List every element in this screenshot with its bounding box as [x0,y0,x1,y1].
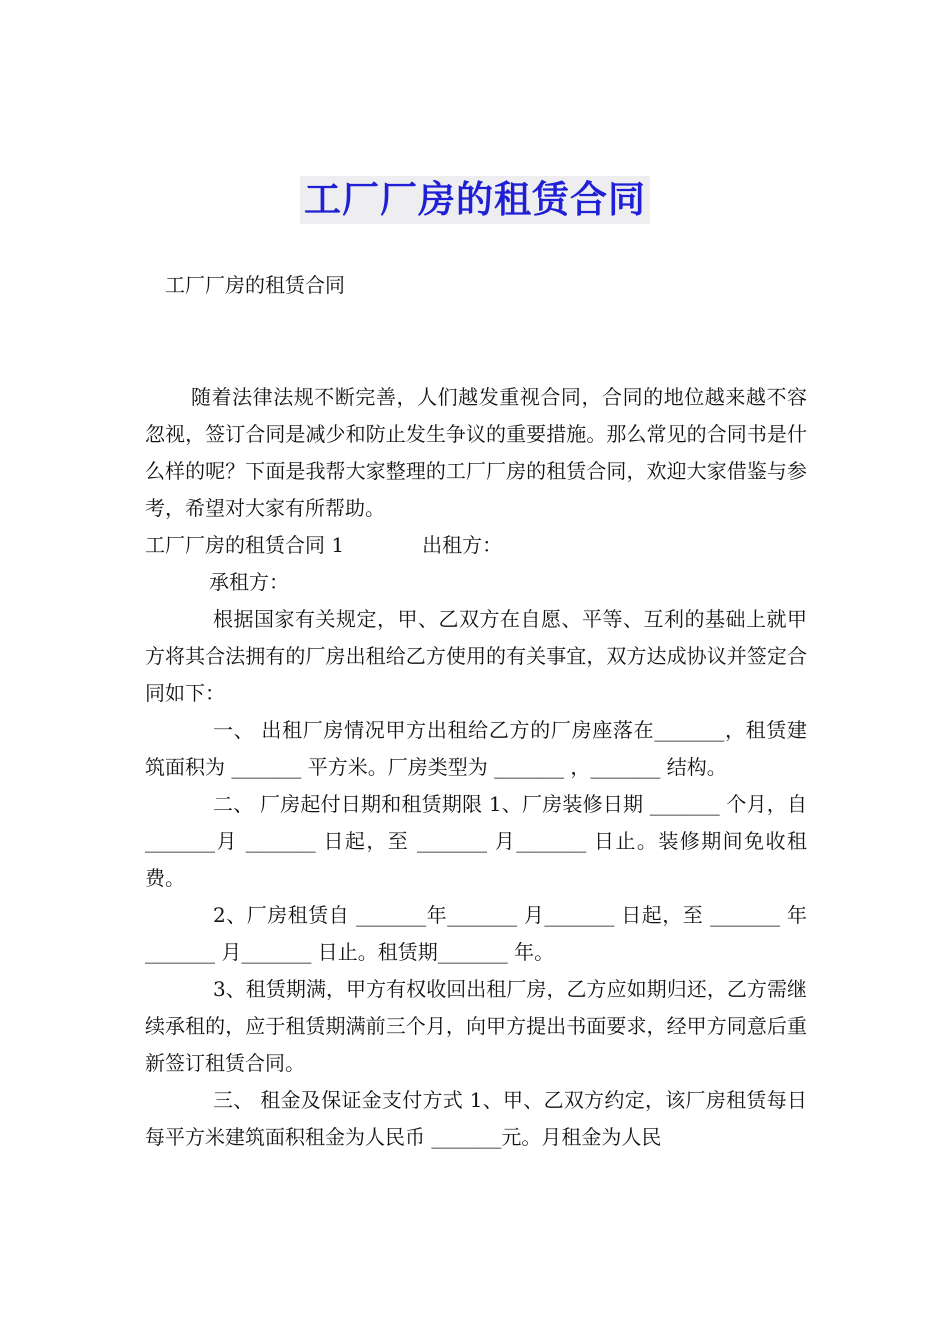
lessee-label: 承租方： [209,570,289,594]
intro-paragraph: 随着法律法规不断完善，人们越发重视合同，合同的地位越来越不容忽视，签订合同是减少和防止发生争议的重要措施。那么常见的合同书是什么样的呢？下面是我帮大家整理的工厂厂房的租赁合同，欢迎大家借鉴与参考，希望对大家有所帮助。 [145,385,807,520]
document-body [145,379,807,1156]
contract-heading: 工厂厂房的租赁合同 1 [145,533,345,557]
document-title [0,176,950,224]
clause-1-paragraph: 一、 出租厂房情况甲方出租给乙方的厂房座落在_______，租赁建筑面积为 _______ 平方米。厂房类型为 _______ ，_______ 结构。 [145,718,807,779]
contract-heading-line [145,527,807,564]
clause-3-paragraph: 三、 租金及保证金支付方式 1、甲、乙双方约定，该厂房租赁每日每平方米建筑面积租金为人民币 _______元。月租金为人民 [145,1088,807,1149]
document-title-text: 工厂厂房的租赁合同 [300,176,650,224]
clause-2-2-paragraph: 2、厂房租赁自 _______年_______ 月_______ 日起，至 _______ 年_______ 月_______ 日止。租赁期_______ 年。 [145,903,807,964]
clause-2-3-paragraph: 3、租赁期满，甲方有权收回出租厂房，乙方应如期归还，乙方需继续承租的，应于租赁期满前三个月，向甲方提出书面要求，经甲方同意后重新签订租赁合同。 [145,977,807,1075]
clause-2-paragraph: 二、 厂房起付日期和租赁期限 1、厂房装修日期 _______ 个月，自 _______月 _______ 日起，至 _______ 月_______ 日止。装修期间免收租费。 [145,792,807,890]
lessor-label: 出租方： [422,533,503,557]
document-subtitle: 工厂厂房的租赁合同 [165,273,345,297]
preamble-paragraph: 根据国家有关规定，甲、乙双方在自愿、平等、互利的基础上就甲方将其合法拥有的厂房出租给乙方使用的有关事宜，双方达成协议并签定合同如下： [145,607,807,705]
